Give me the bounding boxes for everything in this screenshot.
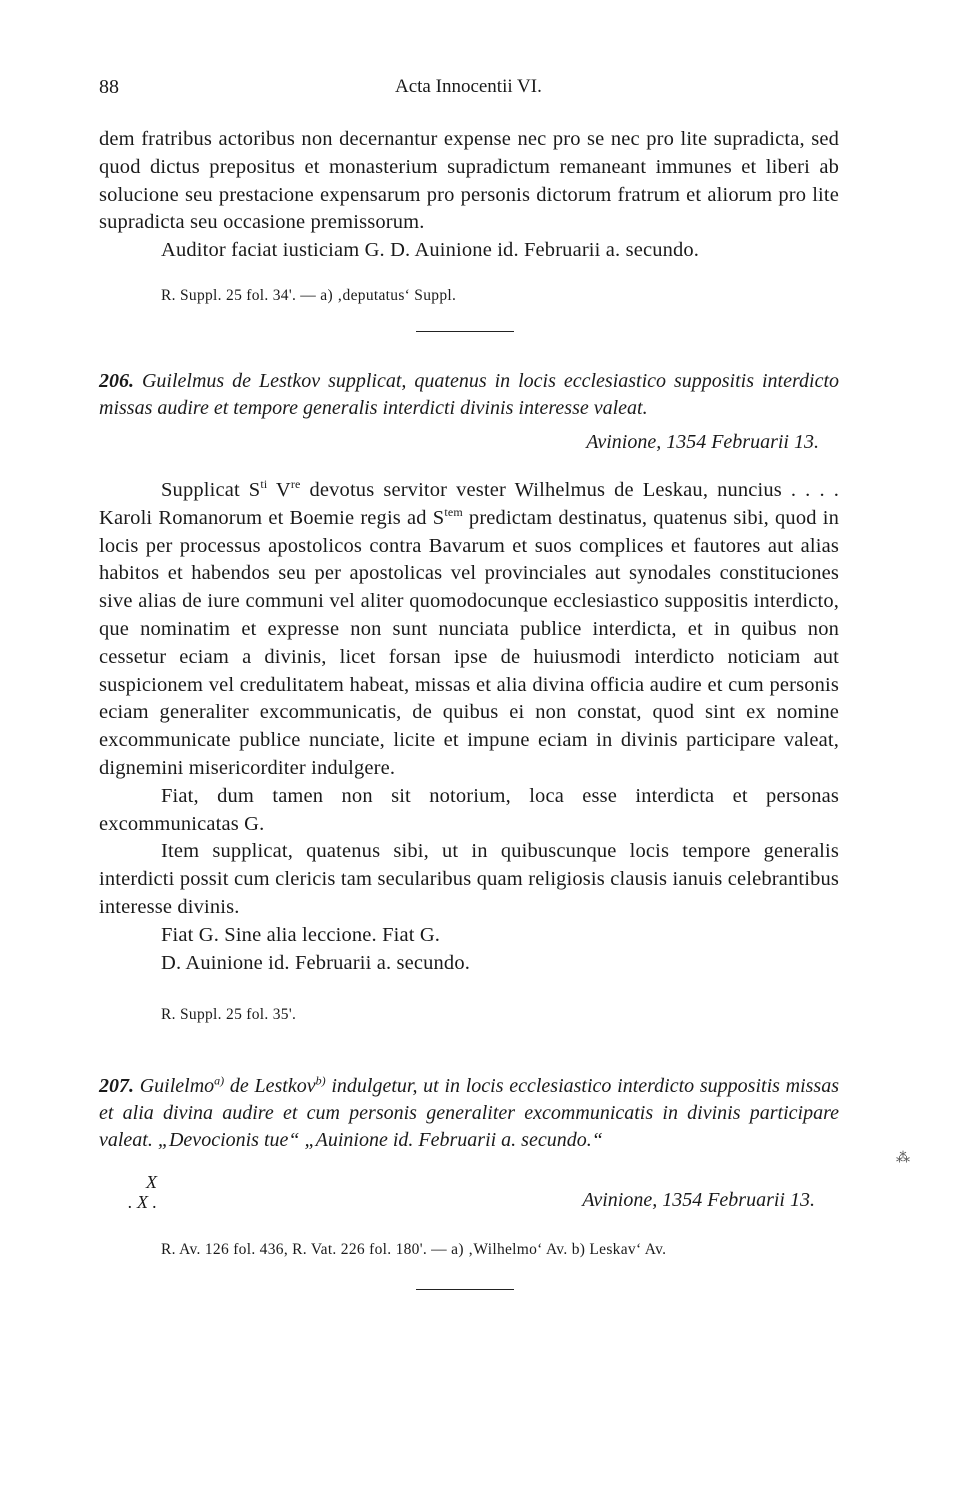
entry-206-date: Avinione, 1354 Februarii 13. [586, 431, 819, 453]
superscript: tem [444, 504, 463, 519]
entry-207-source: R. Av. 126 fol. 436, R. Vat. 226 fol. 180'. — a) ‚Wilhelmo‘ Av. b) Leskav‘ Av. [161, 1241, 667, 1258]
registry-mark-top: X [146, 1172, 157, 1192]
section-divider [416, 331, 514, 332]
page-header [99, 76, 839, 104]
footnote-marker: b) [315, 1073, 326, 1088]
scan-speck: ⁂ [896, 1151, 910, 1166]
entry-206-dated: D. Auinione id. Februarii a. secundo. [161, 951, 471, 974]
entry-205-auditor: Auditor faciat iusticiam G. D. Auinione id. Februarii a. secundo. [161, 239, 700, 262]
entry-206-item: Item supplicat, quatenus sibi, ut in quibuscunque locis tempore generalis interdicti possit cum clericis tam secularibus quam religiosis clausis ianuis celebrantibus interesse divinis. [99, 840, 839, 918]
entry-207-heading [99, 1073, 839, 1154]
supplication-text: devotus servitor vester Wilhelmus de Leskau, nuncius . . . . Karoli Romanorum et Boemie regis ad S [99, 479, 839, 529]
footnote-marker: a) [214, 1073, 225, 1088]
registry-mark-bottom: . X . [128, 1192, 157, 1212]
section-divider [416, 1289, 514, 1290]
entry-206-number: 206. [99, 370, 134, 392]
supplication-text: Supplicat S [161, 479, 261, 501]
superscript: re [290, 477, 301, 492]
running-title: Acta Innocentii VI. [395, 76, 542, 97]
entry-205-tail [99, 126, 839, 265]
regest-text: de Lestkov [224, 1075, 316, 1097]
superscript: ti [260, 477, 268, 492]
entry-206-regest: Guilelmus de Lestkov supplicat, quatenus in locis ecclesiastico suppositis interdicto missas audire et tempore generalis interdicti divinis interesse valeat. [99, 370, 840, 419]
entry-206-fiat-2: Fiat G. Sine alia leccione. Fiat G. [161, 923, 441, 946]
entry-206-fiat-1: Fiat, dum tamen non sit notorium, loca esse interdicta et personas excommunicatas G. [99, 784, 839, 835]
entry-205-source: R. Suppl. 25 fol. 34'. — a) ‚deputatus‘ Suppl. [161, 287, 457, 304]
entry-206-source: R. Suppl. 25 fol. 35'. [161, 1006, 297, 1023]
supplication-text: V [267, 479, 291, 501]
supplication-text: predictam destinatus, quatenus sibi, quod in locis per processus apostolicos contra Bavarum et suos complices et fautores aut alias habitos et habendos seu per apostolicas vel provinciales aut synodales constituciones sive alias de iure communi vel aliter quomodocunque ecclesiastico suppositis interdicto, que nominatim et expresse non sunt nunciata publice interdicta, et in quibus non cessetur eciam a divinis, licet forsan ipse de huiusmodi interdicto noticiam aut suspicionem vel credulitatem habeat, missas et alia divina officia audire et cum personis eciam generaliter excommunicatis, de quibus ei non constat, quod sint ex nomine excommunicate publice nunciate, licite et impune eciam in divinis participare valeat, dignemini misericorditer indulgere. [99, 506, 839, 779]
regest-text: indulgetur, ut in locis ecclesiastico interdicto suppositis missas et alia divina audire et cum personis generaliter excommunicatis in divinis participare valeat. „Devocionis tue“ „Auinione id. Februarii a. secundo.“ [99, 1075, 839, 1151]
entry-206-body [99, 477, 839, 977]
entry-206-supplication [99, 477, 839, 783]
entry-207-date: Avinione, 1354 Februarii 13. [582, 1189, 815, 1211]
entry-207-number: 207. [99, 1075, 134, 1097]
entry-205-text: dem fratribus actoribus non decernantur expense nec pro se nec pro lite supradicta, sed quod dictus prepositus et monasterium supradictum remaneant immunes et liberi ab solucione seu prestacione expensarum pro personis dictorum fratrum et aliorum pro lite supradicta seu occasione premissorum. [99, 128, 839, 234]
entry-206-heading [99, 368, 839, 456]
regest-text: Guilelmo [139, 1075, 215, 1097]
page-number: 88 [99, 76, 119, 98]
